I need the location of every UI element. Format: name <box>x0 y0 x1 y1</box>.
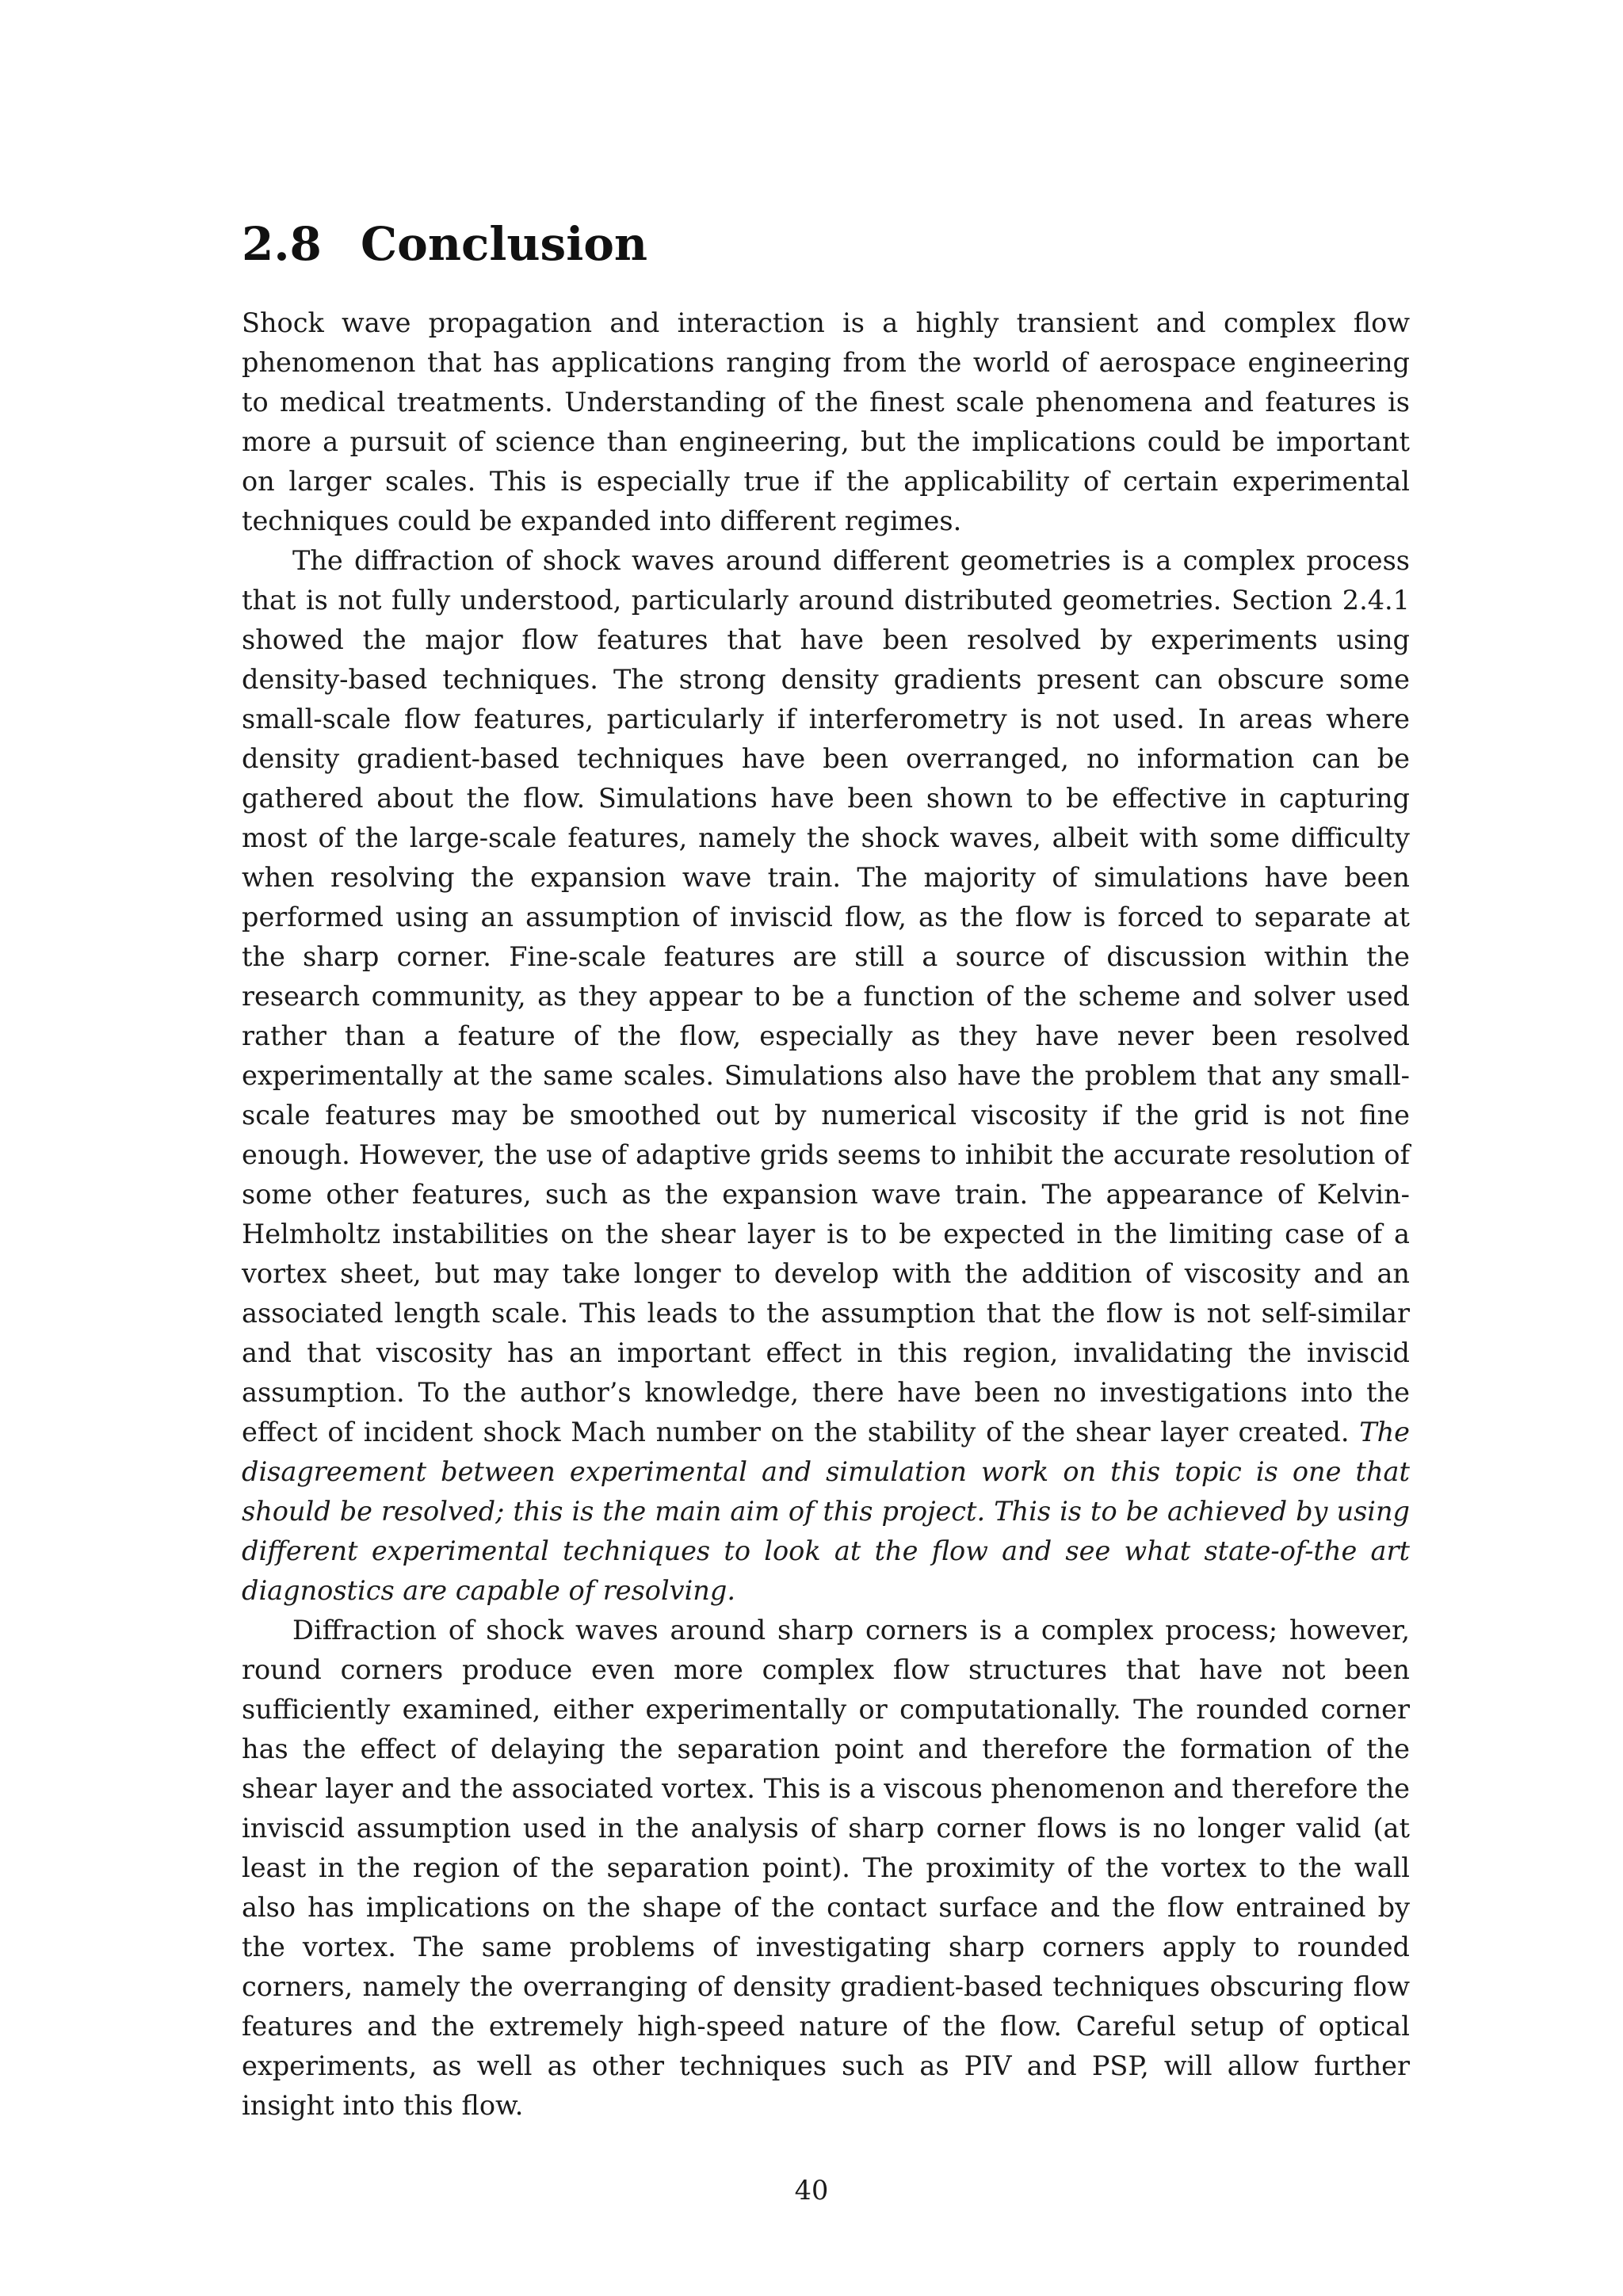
paragraph-3: Diffraction of shock waves around sharp corners is a complex process; however, round corners produce even more complex flow structures that have not been sufficiently examined, either experimentally or computationally. The rounded corner has the effect of delaying the separation point and therefore the formation of the shear layer and the associated vortex. This is a viscous phenomenon and therefore the inviscid assumption used in the analysis of sharp corner flows is no longer valid (at least in the region of the separation point). The proximity of the vortex to the wall also has implications on the shape of the contact surface and the flow entrained by the vortex. The same problems of investigating sharp corners apply to rounded corners, namely the overranging of density gradient-based techniques obscuring flow features and the extremely high-speed nature of the flow. Careful setup of optical experiments, as well as other techniques such as PIV and PSP, will allow further insight into this flow. <box>242 1615 1410 2121</box>
paragraph-2-text: The diffraction of shock waves around different geometries is a complex process that is not fully understood, particularly around distributed geometries. Section 2.4.1 showed the major flow features that have been resolved by experiments using density-based techniques. The strong density gradients present can obscure some small-scale flow features, particularly if interferometry is not used. In areas where density gradient-based techniques have been overranged, no information can be gathered about the flow. Simulations have been shown to be effective in capturing most of the large-scale features, namely the shock waves, albeit with some difficulty when resolving the expansion wave train. The majority of simulations have been performed using an assumption of inviscid flow, as the flow is forced to separate at the sharp corner. Fine-scale features are still a source of discussion within the research community, as they appear to be a function of the scheme and solver used rather than a feature of the flow, especially as they have never been resolved experimentally at the same scales. Simulations also have the problem that any small-scale features may be smoothed out by numerical viscosity if the grid is not fine enough. However, the use of adaptive grids seems to inhibit the accurate resolution of some other features, such as the expansion wave train. The appearance of Kelvin-Helmholtz instabilities on the shear layer is to be expected in the limiting case of a vortex sheet, but may take longer to develop with the addition of viscosity and an associated length scale. This leads to the assumption that the flow is not self-similar and that viscosity has an important effect in this region, invalidating the inviscid assumption. To the author’s knowledge, there have been no investigations into the effect of incident shock Mach number on the stability of the shear layer created. <box>242 545 1410 1447</box>
paragraph-1: Shock wave propagation and interaction is a highly transient and complex flow phenomenon that has applications ranging from the world of aerospace engineering to medical treatments. Understanding of the finest scale phenomena and features is more a pursuit of science than engineering, but the implications could be important on larger scales. This is especially true if the applicability of certain experimental techniques could be expanded into different regimes. <box>242 307 1410 536</box>
page-number: 40 <box>794 2175 829 2206</box>
section-heading <box>242 212 647 276</box>
body-text <box>242 303 1410 2126</box>
section-title: Conclusion <box>361 217 648 271</box>
section-number: 2.8 <box>242 217 322 271</box>
paragraph-2-italic: The disagreement between experimental and simulation work on this topic is one that should be resolved; this is the main aim of this project. This is to be achieved by using different experimental techniques to look at the flow and see what state-of-the art diagnostics are capable of resolving. <box>242 1417 1410 1606</box>
paragraph-2 <box>242 541 1410 1611</box>
